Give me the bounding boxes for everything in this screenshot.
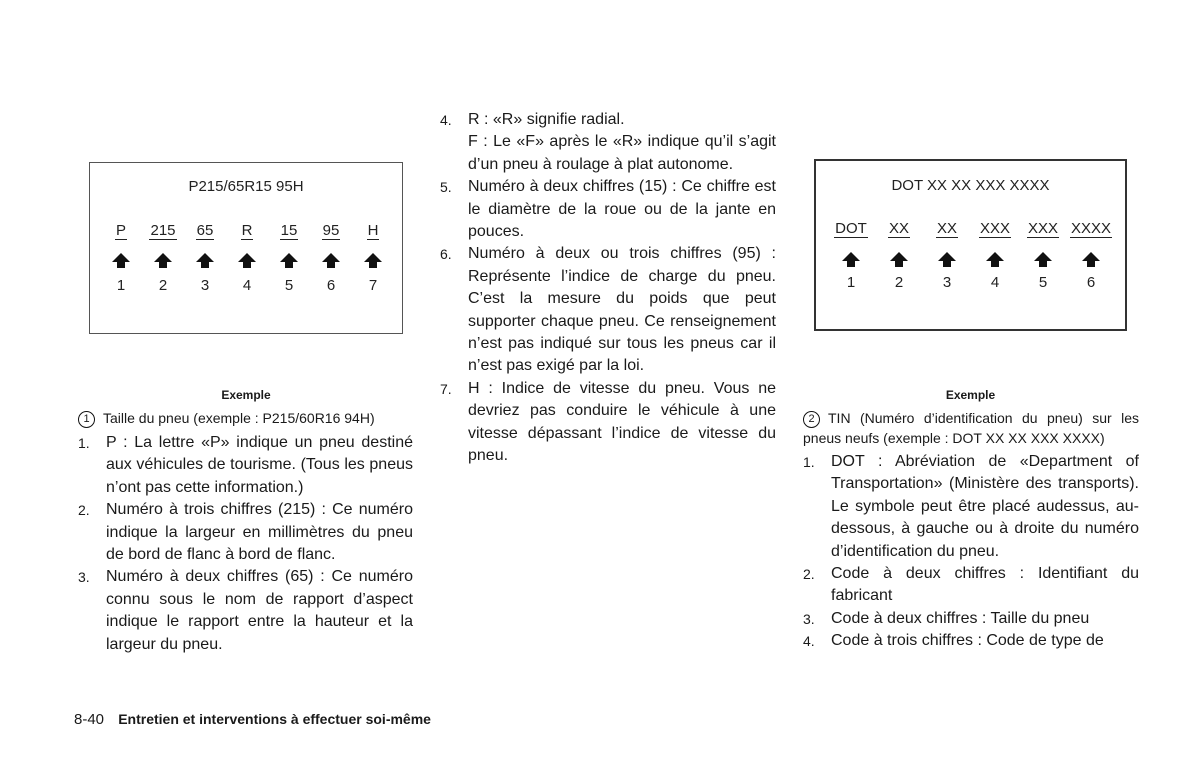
position-number: 6 <box>1086 274 1096 291</box>
code-label: XX <box>888 220 909 237</box>
list-item: 6. Numéro à deux ou trois chiffres (95) : Représente l’indice de charge du pneu. C’est la mesure du poids que peut supporter chaque pneu. Ce renseignement n’est pas indiqué sur tous les pneus car il n’est pas exigé par la loi. <box>440 245 776 375</box>
section-title: Entretien et interventions à effectuer soi-même <box>118 711 431 727</box>
up-arrow-icon <box>1082 252 1100 261</box>
list-item: 4. Code à trois chiffres : Code de type de <box>803 632 1104 650</box>
up-arrow-icon <box>112 253 130 262</box>
list-item: 7. H : Indice de vitesse du pneu. Vous ne devriez pas conduire le véhicule à une vitesse dépassant l’indice de vitesse du pneu. <box>440 379 776 465</box>
up-arrow-icon <box>364 253 382 262</box>
position-number: 5 <box>284 277 294 294</box>
up-arrow-icon <box>842 252 860 261</box>
code-label: XXX <box>979 220 1010 237</box>
code-label: P <box>115 222 126 239</box>
figure-caption: Exemple <box>221 388 271 402</box>
list-item: 3. Numéro à deux chiffres (65) : Ce numéro connu sous le nom de rapport d’aspect indique le rapport entre la hauteur et la largeur du pneu. <box>78 568 413 653</box>
position-number: 5 <box>1038 274 1048 291</box>
up-arrow-icon <box>986 252 1004 261</box>
tin-list <box>803 451 1139 653</box>
code-label: XXX <box>1027 220 1058 237</box>
list-item: 2. Numéro à trois chiffres (215) : Ce numéro indique la largeur en millimètres du pneu de bord de flanc à bord de flanc. <box>78 501 413 564</box>
item-subtext: F : Le «F» après le «R» indique qu’il s’agit d’un pneu à roulage à plat autonome. <box>468 133 776 173</box>
code-label: XX <box>936 220 957 237</box>
figure-caption: Exemple <box>945 388 996 402</box>
tin-figure <box>814 159 1127 331</box>
position-number: 4 <box>242 277 252 294</box>
code-label: 15 <box>280 222 298 239</box>
position-number: 3 <box>200 277 210 294</box>
code-label: DOT <box>835 220 867 237</box>
position-number: 3 <box>942 274 952 291</box>
position-number: 2 <box>158 277 168 294</box>
tire-size-list <box>78 432 413 656</box>
position-number: 7 <box>368 277 378 294</box>
up-arrow-icon <box>938 252 956 261</box>
item-text: R : «R» signifie radial. <box>468 111 625 128</box>
list-item: 2. Code à deux chiffres : Identifiant du fabricant <box>803 565 1139 605</box>
up-arrow-icon <box>322 253 340 262</box>
figure-title: P215/65R15 95H <box>188 178 304 195</box>
code-label: 215 <box>150 222 176 239</box>
list-item: 1. DOT : Abréviation de «Department of Transportation» (Ministère des transports). Le symbole peut être placé audessus, au-dessous, à gauche ou à droite du numéro d’identification du pneu. <box>803 453 1139 560</box>
code-label: XXXX <box>1070 220 1112 237</box>
up-arrow-icon <box>238 253 256 262</box>
list-item: 4. R : «R» signifie radial. F : Le «F» après le «R» indique qu’il s’agit d’un pneu à roulage à plat autonome. <box>440 111 776 173</box>
position-number: 1 <box>846 274 856 291</box>
code-label: 95 <box>322 222 340 239</box>
code-label: 65 <box>196 222 214 239</box>
tire-size-figure <box>89 162 403 334</box>
right-column <box>803 408 1139 653</box>
list-item: 1. P : La lettre «P» indique un pneu destiné aux véhicules de tourisme. (Tous les pneus n’ont pas cette information.) <box>78 434 413 496</box>
left-column <box>78 408 413 656</box>
callout-number: 1 <box>78 411 95 428</box>
page-footer <box>74 711 431 728</box>
up-arrow-icon <box>154 253 172 262</box>
tin-heading: 2 TIN (Numéro d’identification du pneu) sur les pneus neufs (exemple : DOT XX XX XXX XXXX) <box>803 410 1139 446</box>
tire-size-heading: 1 Taille du pneu (exemple : P215/60R16 94H) <box>78 408 413 428</box>
code-label: R <box>241 222 253 239</box>
up-arrow-icon <box>1034 252 1052 261</box>
page-number: 8-40 <box>74 711 105 728</box>
up-arrow-icon <box>196 253 214 262</box>
callout-number: 2 <box>803 411 820 428</box>
up-arrow-icon <box>890 252 908 261</box>
figure-title: DOT XX XX XXX XXXX <box>891 177 1050 194</box>
position-number: 4 <box>990 274 1000 291</box>
position-number: 1 <box>116 277 126 294</box>
list-item: 3. Code à deux chiffres : Taille du pneu <box>803 609 1090 627</box>
position-number: 2 <box>894 274 904 291</box>
up-arrow-icon <box>280 253 298 262</box>
middle-column <box>440 109 776 468</box>
code-label: H <box>367 222 379 239</box>
position-number: 6 <box>326 277 336 294</box>
list-item: 5. Numéro à deux chiffres (15) : Ce chiffre est le diamètre de la roue ou de la jante en pouces. <box>440 178 776 241</box>
